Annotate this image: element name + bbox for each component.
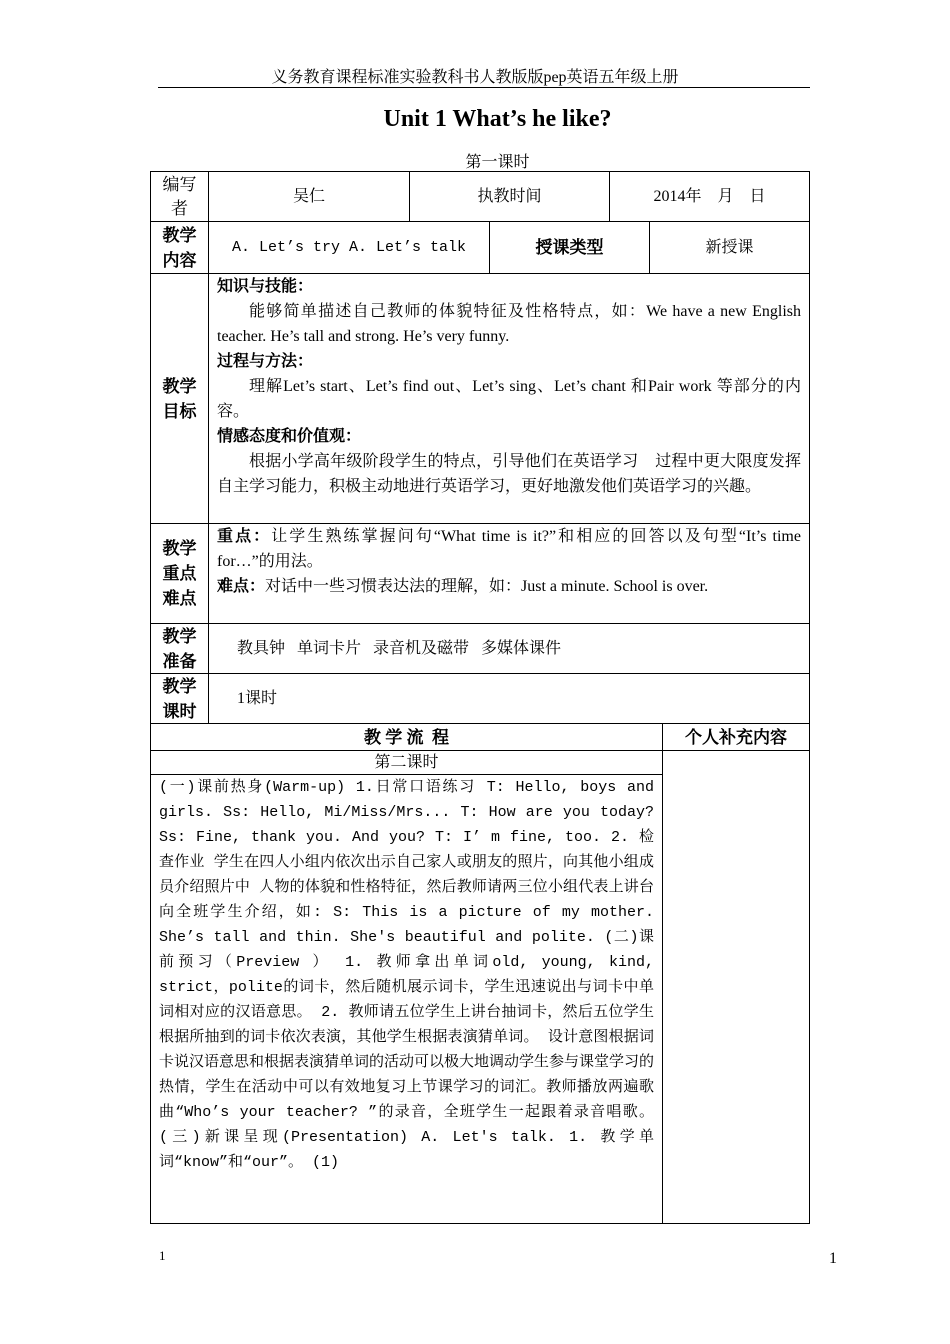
content-label: 教学内容 xyxy=(150,221,209,274)
objectives-attitude-heading: 情感态度和价值观： xyxy=(217,428,362,445)
author-value: 吴仁 xyxy=(208,171,410,222)
author-label: 编写者 xyxy=(150,171,209,222)
session-label: 第二课时 xyxy=(150,750,663,775)
key-point-heading: 重点： xyxy=(217,528,272,545)
type-label: 授课类型 xyxy=(489,221,650,274)
time-value: 2014年 月 日 xyxy=(609,171,810,222)
hours-value: 1课时 xyxy=(208,673,810,724)
hours-label: 教学课时 xyxy=(150,673,209,724)
keypoints-label: 教学重点难点 xyxy=(150,523,209,624)
page-header: 义务教育课程标准实验教科书人教版版pep英语五年级上册 xyxy=(271,69,679,86)
type-value: 新授课 xyxy=(649,221,810,274)
prep-value: 教具钟 单词卡片 录音机及磁带 多媒体课件 xyxy=(208,623,810,674)
header-divider xyxy=(158,87,810,88)
footer-left-page-number: 1 xyxy=(159,1248,166,1263)
process-body: (一)课前热身(Warm-up) 1.日常口语练习 T: Hello, boys and girls. Ss: Hello, Mi/Miss/Mrs... T: How are you today? Ss: Fine, thank you. And you? T: I’ m fine, too. 2. 检查作业 学生在四人小组内依次出示自己家人或朋友的照片，向其他小组成员介绍照片中 人物的体貌和性格特征，然后教师请两三位小组代表上讲台向全班学生介绍，如: S: This is a picture of my mother. She’s tall and thin. She's beautiful and polite. (二)课前预习（Preview ） 1. 教师拿出单词old, young, kind, strict，polite的词卡，然后随机展示词卡，学生迅速说出与词卡中单词相对应的汉语意思。 2. 教师请五位学生上讲台抽词卡，然后五位学生根据所抽到的词卡依次表演，其他学生根据表演猜单词。 设计意图根据词卡说汉语意思和根据表演猜单词的活动可以极大地调动学生参与课堂学习的热情，学生在活动中可以有效地复习上节课学习的词汇。教师播放两遍歌曲“Who’s your teacher? ”的录音，全班学生一起跟着录音唱歌。(三)新课呈现(Presentation) A. Let's talk. 1. 教学单词“know”和“our”。 (1) xyxy=(150,774,663,1224)
content-value: A. Let’s try A. Let’s talk xyxy=(208,221,490,274)
objectives-label: 教学目标 xyxy=(150,273,209,524)
prep-label: 教学准备 xyxy=(150,623,209,674)
supplement-column xyxy=(662,750,810,1224)
objectives-method-heading: 过程与方法： xyxy=(217,353,314,370)
objectives-attitude-text: 根据小学高年级阶段学生的特点，引导他们在英语学习 过程中更大限度发挥自主学习能力，积极主动地进行英语学习，更好地激发他们英语学习的兴趣。 xyxy=(217,453,801,495)
lesson-subtitle: 第一课时 xyxy=(465,154,530,171)
key-point-text: 让学生熟练掌握问句“What time is it?”和相应的回答以及句型“It’s time for…”的用法。 xyxy=(217,528,801,570)
objectives-content xyxy=(208,273,810,524)
objectives-knowledge-text: 能够简单描述自己教师的体貌特征及性格特点，如：We have a new English teacher. He’s tall and strong. He’s very funny. xyxy=(217,303,801,345)
time-label: 执教时间 xyxy=(409,171,610,222)
difficulty-heading: 难点： xyxy=(217,578,266,595)
keypoints-content xyxy=(208,523,810,624)
process-header: 教 学 流 程 xyxy=(150,723,663,751)
supplement-header: 个人补充内容 xyxy=(662,723,810,751)
page-title: Unit 1 What’s he like? xyxy=(383,106,612,132)
objectives-method-text: 理解Let’s start、Let’s find out、Let’s sing、Let’s chant 和Pair work 等部分的内容。 xyxy=(217,378,801,420)
footer-right-page-number: 1 xyxy=(829,1250,837,1267)
difficulty-text: 对话中一些习惯表达法的理解，如：Just a minute. School is over. xyxy=(265,578,709,595)
objectives-knowledge-heading: 知识与技能： xyxy=(217,278,314,295)
